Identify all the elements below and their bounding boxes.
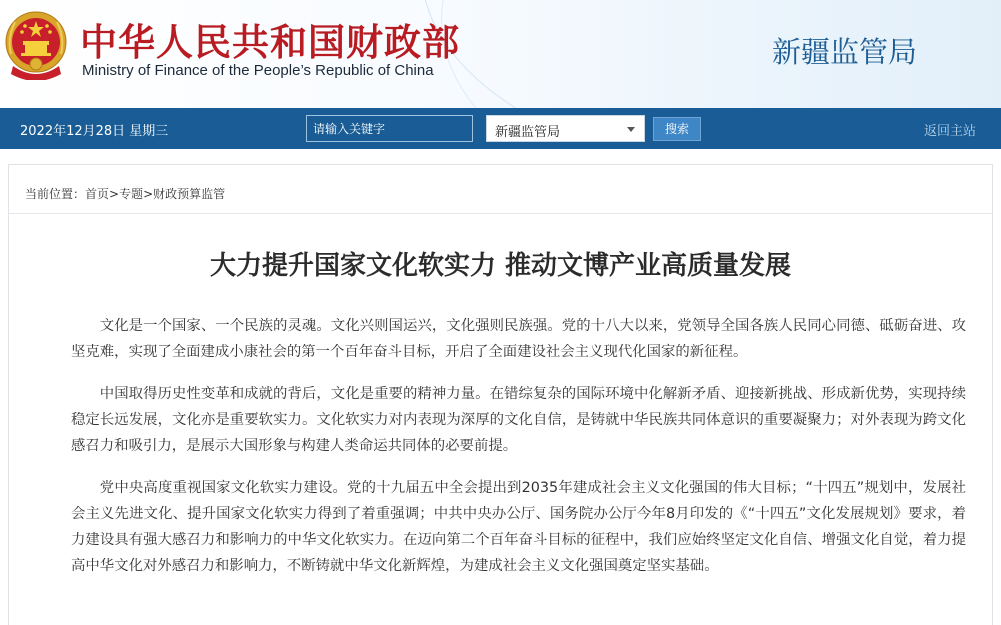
article-title: 大力提升国家文化软实力 推动文博产业高质量发展: [209, 251, 792, 281]
breadcrumb-home[interactable]: 首页: [85, 187, 110, 201]
chevron-down-icon: [627, 127, 635, 132]
breadcrumb-prefix: 当前位置：: [25, 187, 86, 201]
divider: [9, 213, 992, 214]
national-emblem-icon[interactable]: [3, 8, 69, 80]
article-body: [71, 313, 966, 595]
breadcrumb-separator: >: [109, 187, 120, 201]
search-scope-value: 新疆监管局: [495, 125, 561, 140]
site-header: [0, 0, 1001, 108]
breadcrumb-separator: >: [143, 187, 154, 201]
breadcrumb-topics[interactable]: 专题: [119, 187, 144, 201]
return-home-link[interactable]: 返回主站: [924, 124, 977, 139]
top-nav-bar: [0, 108, 1001, 149]
search-button[interactable]: 搜索: [653, 117, 701, 141]
article-paragraph: 党中央高度重视国家文化软实力建设。党的十九届五中全会提出到2035年建成社会主义文化强国的伟大目标；“十四五”规划中，发展社会主义先进文化、提升国家文化软实力得到了着重强调；中共中央办公厅、国务院办公厅今年8月印发的《“十四五”文化发展规划》要求，着力建设具有强大感召力和影响力的中华文化软实力。在迈向第二个百年奋斗目标的征程中，我们应始终坚定文化自信、增强文化自觉，着力提高中华文化对外感召力和影响力，不断铸就中华文化新辉煌，为建成社会主义文化强国奠定坚实基础。: [71, 480, 966, 574]
site-title-english: Ministry of Finance of the People’s Republic of China: [82, 62, 434, 79]
search-scope-select[interactable]: [486, 115, 645, 142]
article-paragraph: 中国取得历史性变革和成就的背后，文化是重要的精神力量。在错综复杂的国际环境中化解新矛盾、迎接新挑战、形成新优势，实现持续稳定长远发展，文化亦是重要软实力。文化软实力对内表现为深厚的文化自信，是铸就中华民族共同体意识的重要凝聚力；对外表现为跨文化感召力和吸引力，是展示大国形象与构建人类命运共同体的必要前提。: [71, 386, 966, 454]
breadcrumb-budget-supervision[interactable]: 财政预算监管: [153, 187, 226, 201]
article-paragraph: 文化是一个国家、一个民族的灵魂。文化兴则国运兴，文化强则民族强。党的十八大以来，党领导全国各族人民同心同德、砥砺奋进、攻坚克难，实现了全面建成小康社会的第一个百年奋斗目标，开启了全面建设社会主义现代化国家的新征程。: [71, 318, 966, 360]
search-input[interactable]: [306, 115, 473, 142]
site-title[interactable]: 中华人民共和国财政部: [80, 20, 460, 64]
bureau-name: 新疆监管局: [772, 35, 918, 69]
current-date: 2022年12月28日 星期三: [20, 124, 169, 139]
breadcrumb: [25, 185, 225, 202]
article-container: [8, 164, 993, 625]
